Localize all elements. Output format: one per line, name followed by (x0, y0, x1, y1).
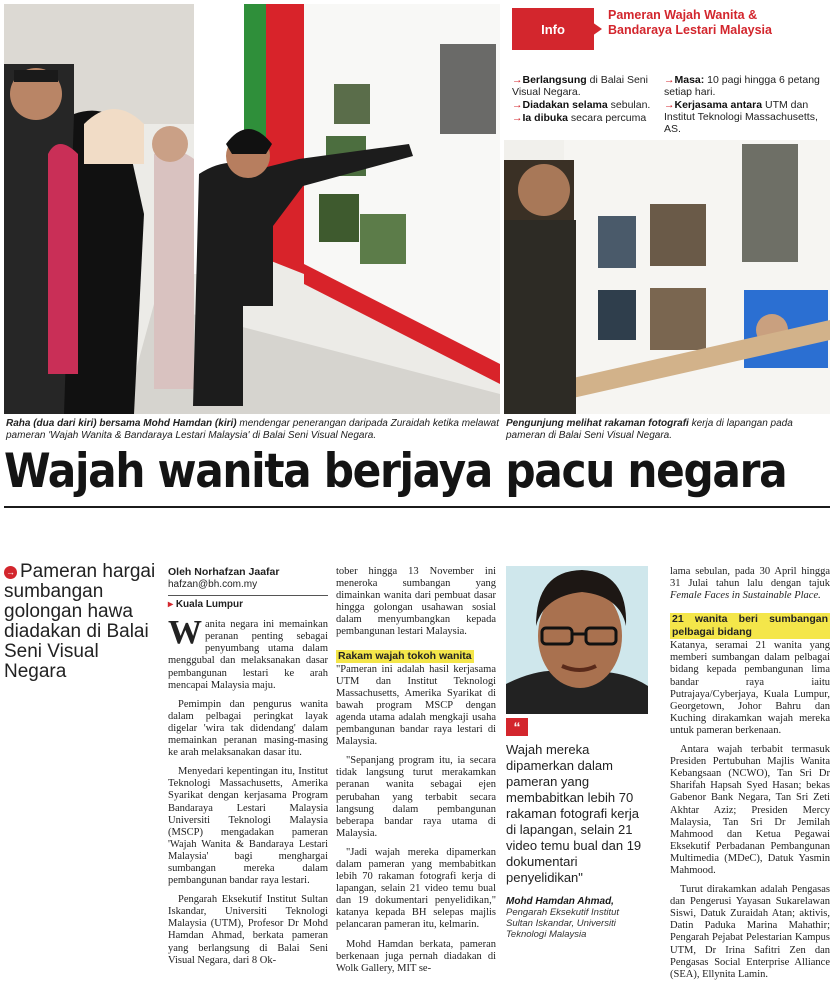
quote-text: Wajah mereka dipamerkan dalam pameran yang membabitkan lebih 70 rakaman fotografi kerja di lapangan, selain 21 video temu bual dan 19 dokumentari penyelidikan" (506, 742, 642, 885)
info-list-right (664, 74, 824, 136)
paragraph: Mohd Hamdan berkata, pameran berkenaan juga pernah diadakan di Wolk Gallery, MIT se- (336, 938, 496, 974)
pull-quote (506, 718, 648, 940)
byline-email: hafzan@bh.com.my (168, 579, 258, 590)
triangle-icon: ▸ (168, 599, 174, 611)
article-column-1 (168, 566, 328, 974)
info-list-left (512, 74, 654, 125)
quote-icon: “ (506, 718, 528, 736)
article-column-2 (336, 566, 496, 982)
paragraph: "Pameran ini adalah hasil kerjasama UTM dan Institut Teknologi Massachusetts, Amerika Syarikat di bawah program MSCP dengan agenda utama adalah mengkaji usaha pembangunan bandar raya lestari di Malaysia. (336, 663, 496, 748)
info-item: →Kerjasama antara UTM dan Institut Teknologi Massachusetts, AS. (664, 99, 818, 135)
headline-divider (4, 506, 830, 508)
info-item: →Diadakan selama sebulan. (512, 99, 651, 111)
portrait-photo (506, 566, 648, 714)
exhibition-photo-visitors (4, 4, 500, 414)
headline: Wajah wanita berjaya pacu negara (4, 444, 787, 499)
paragraph: lama sebulan, pada 30 April hingga 31 Julai tahun lalu dengan tajuk Female Faces in Sustainable Place. (670, 566, 830, 602)
paragraph: Pemimpin dan pengurus wanita dalam pelbagai peringkat layak digelar 'wira tak didendang' dalam memainkan peranan masing-masing ke arah melaksanakan dasar itu. (168, 698, 328, 759)
paragraph: Pengarah Eksekutif Institut Sultan Iskandar, Universiti Teknologi Malaysia (UTM), Profesor Dr Mohd Hamdan Ahmad, berkata pameran yang berlangsung di Balai Seni Visual Negara, dari 8 Ok- (168, 894, 328, 966)
paragraph: tober hingga 13 November ini meneroka sumbangan yang dimainkan wanita dari pembuat dasar hingga golongan usahawan sosial dalam menyumbangkan kepada pembangunan lestari Malaysia. (336, 566, 496, 638)
photo-caption-left: Raha (dua dari kiri) bersama Mohd Hamdan (kiri) mendengar penerangan daripada Zuraidah ketika melawat pameran 'Wajah Wanita & Bandaraya Lestari Malaysia' di Balai Seni Visual Negara. (6, 418, 500, 441)
paragraph: Antara wajah terbabit termasuk Presiden Pertubuhan Majlis Wanita Kebangsaan (NCWO), Tan Sri Dr Sharifah Hapsah Syed Hasan; bekas Gabenor Bank Negara, Tan Sri Zeti Akhtar Aziz; Presiden Mercy Malaysia, Tan Sri Dr Jemilah Mahmood dan Ketua Pegawai Eksekutif Perbadanan Pembangunan Multimedia (MDeC), Datuk Yasmin Mahmood. (670, 744, 830, 876)
paragraph: Turut dirakamkan adalah Pengasas dan Pengerusi Yayasan Sukarelawan Siswi, Datuk Zuraidah Atan; aktivis, Datin Paduka Marina Mahathir; Pengarah Pejabat Pelestarian Kampus UTM, Dr Irina Safitri Zen dan Pengasas Social Enterprise Alliance (SEA), Ellynita Lamin. (670, 884, 830, 980)
paragraph: "Jadi wajah mereka dipamerkan dalam pameran yang membabitkan lebih 70 rakaman fotografi kerja di lapangan, selain 21 video temu bual dan 19 dokumentari penyelidikan," katanya kepada BH selepas majlis pelancaran pameran itu, kelmarin. (336, 846, 496, 931)
paragraph: "Sepanjang program itu, ia secara tidak langsung turut merakamkan peranan wanita sebagai ejen perubahan yang terbabit secara langsung dalam pembangunan beberapa bandar raya utama di Malaysia. (336, 755, 496, 839)
paragraph: Katanya, seramai 21 wanita yang memberi sumbangan dalam pelbagai bidang kepada pembangunan lima bandar raya iaitu Putrajaya/Cyberjaya, Kuala Lumpur, Georgetown, Johor Bahru dan Kuching dirakamkan wajah mereka untuk pameran berkenaan. (670, 640, 830, 736)
standfirst: → Pameran hargai sumbangan golongan hawa diadakan di Balai Seni Visual Negara (4, 561, 156, 682)
info-item: →Ia dibuka secara percuma (512, 112, 647, 124)
dateline: ▸ Kuala Lumpur (168, 595, 328, 611)
quote-attribution-role: Pengarah Eksekutif Institut Sultan Iskandar, Universiti Teknologi Malaysia (506, 907, 620, 940)
photo-caption-right: Pengunjung melihat rakaman fotografi kerja di lapangan pada pameran di Balai Seni Visual Negara. (506, 418, 793, 441)
quote-attribution-name: Mohd Hamdan Ahmad, (506, 896, 614, 907)
exhibition-photo-visitor (504, 140, 830, 414)
info-item: →Masa: 10 pagi hingga 6 petang setiap hari. (664, 74, 820, 98)
paragraph: Menyedari kepentingan itu, Institut Teknologi Massachusetts, Amerika Syarikat dengan kerjasama Program Bandaraya Lestari Malaysia Universiti Teknologi Malaysia (MSCP) mengadakan pameran 'Wajah Wanita & Bandaraya Lestari Malaysia' bagi menghargai sumbangan mereka dalam pembangunan bandar raya lestari. (168, 766, 328, 887)
info-title: Pameran Wajah Wanita & Bandaraya Lestari Malaysia (608, 8, 772, 37)
info-tag: Info (512, 8, 594, 50)
subheading: Rakam wajah tokoh wanita (338, 649, 472, 662)
arrow-icon: → (6, 567, 15, 577)
paragraph: Wanita negara ini memainkan peranan penting sebagai penyumbang utama dalam menggubal dan melaksanakan dasar pembangunan lestari ke arah mencapai Malaysia maju. (168, 614, 328, 691)
info-item: →Berlangsung di Balai Seni Visual Negara. (512, 74, 648, 98)
article-column-4 (670, 566, 830, 988)
subheading: 21 wanita beri sumbangan pelbagai bidang (672, 613, 828, 639)
info-box (504, 4, 830, 138)
byline-author: Oleh Norhafzan Jaafar (168, 566, 280, 578)
